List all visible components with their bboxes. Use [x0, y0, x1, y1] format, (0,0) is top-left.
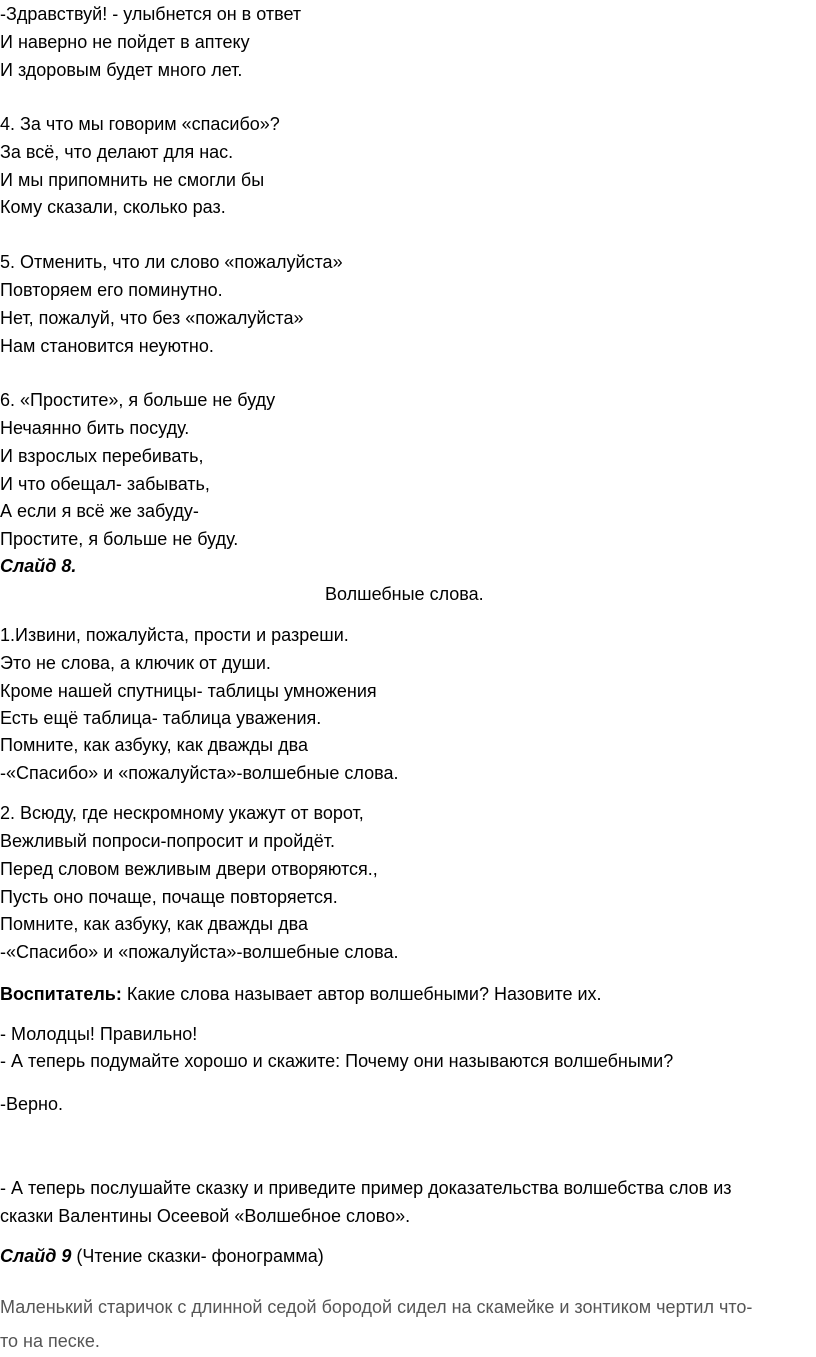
- poem-line: 1.Извини, пожалуйста, прости и разреши.: [0, 625, 349, 645]
- poem-line: Перед словом вежливым двери отворяются.,: [0, 859, 378, 879]
- section-title: Волшебные слова.: [325, 584, 484, 604]
- poem-line: Вежливый попроси-попросит и пройдёт.: [0, 831, 336, 851]
- poem-line: Повторяем его поминутно.: [0, 280, 223, 300]
- dialog-line: - Молодцы! Правильно!: [0, 1024, 198, 1044]
- poem-line: И здоровым будет много лет.: [0, 60, 243, 80]
- poem-line: И что обещал- забывать,: [0, 474, 210, 494]
- instruction-line: - А теперь послушайте сказку и приведите пример доказательства волшебства слов из: [0, 1178, 732, 1198]
- poem-line: Есть ещё таблица- таблица уважения.: [0, 708, 322, 728]
- slide-line: [0, 1245, 324, 1267]
- poem-line: -Здравствуй! - улыбнется он в ответ: [0, 4, 302, 24]
- poem-line: Нет, пожалуй, что без «пожалуйста»: [0, 308, 304, 328]
- slide-label: Слайд 8.: [0, 556, 77, 576]
- poem-line: А если я всё же забуду-: [0, 501, 199, 521]
- poem-line: Это не слова, а ключик от души.: [0, 653, 271, 673]
- slide-label: Слайд 9: [0, 1246, 72, 1266]
- teacher-line: [0, 983, 602, 1005]
- teacher-text: Какие слова называет автор волшебными? Назовите их.: [121, 984, 602, 1004]
- poem-line: Помните, как азбуку, как дважды два: [0, 735, 308, 755]
- poem-line: Кому сказали, сколько раз.: [0, 197, 226, 217]
- teacher-label: Воспитатель:: [0, 984, 122, 1004]
- poem-line: За всё, что делают для нас.: [0, 142, 234, 162]
- dialog-line: -Верно.: [0, 1094, 63, 1114]
- poem-line: 2. Всюду, где нескромному укажут от ворот,: [0, 803, 364, 823]
- poem-line: И наверно не пойдет в аптеку: [0, 32, 250, 52]
- story-line: то на песке.: [0, 1331, 100, 1351]
- poem-line: Кроме нашей спутницы- таблицы умножения: [0, 681, 377, 701]
- dialog-line: - А теперь подумайте хорошо и скажите: Почему они называются волшебными?: [0, 1051, 674, 1071]
- poem-line: 4. За что мы говорим «спасибо»?: [0, 114, 280, 134]
- poem-line: 5. Отменить, что ли слово «пожалуйста»: [0, 252, 343, 272]
- poem-line: Нам становится неуютно.: [0, 336, 214, 356]
- poem-line: Нечаянно бить посуду.: [0, 418, 190, 438]
- instruction-line: сказки Валентины Осеевой «Волшебное слово».: [0, 1206, 411, 1226]
- poem-line: Помните, как азбуку, как дважды два: [0, 914, 308, 934]
- poem-line: И мы припомнить не смогли бы: [0, 170, 265, 190]
- poem-line: И взрослых перебивать,: [0, 446, 204, 466]
- poem-line: -«Спасибо» и «пожалуйста»-волшебные слова.: [0, 763, 399, 783]
- story-line: Маленький старичок с длинной седой бородой сидел на скамейке и зонтиком чертил что-: [0, 1297, 753, 1317]
- poem-line: -«Спасибо» и «пожалуйста»-волшебные слова.: [0, 942, 399, 962]
- poem-line: Простите, я больше не буду.: [0, 529, 239, 549]
- slide-text: (Чтение сказки- фонограмма): [71, 1246, 324, 1266]
- poem-line: 6. «Простите», я больше не буду: [0, 390, 276, 410]
- poem-line: Пусть оно почаще, почаще повторяется.: [0, 887, 338, 907]
